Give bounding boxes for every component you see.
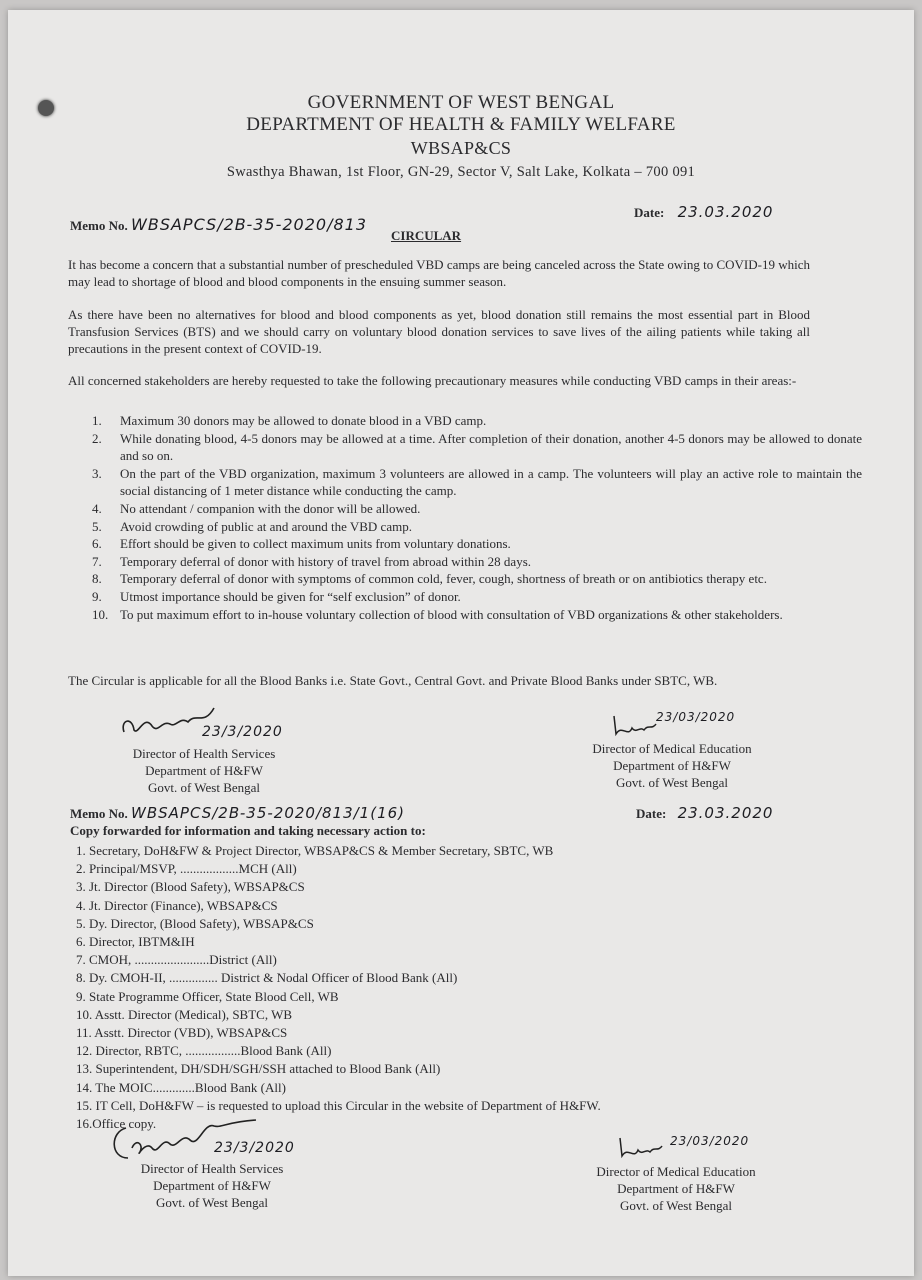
date-handwritten: 23.03.2020	[677, 203, 774, 221]
memo-handwritten-number: WBSAPCS/2B-35-2020/813	[131, 215, 368, 234]
signatory-department: Department of H&FW	[617, 1181, 735, 1196]
memo-date-1	[634, 203, 773, 221]
list-item: 16.Office copy.	[76, 1116, 157, 1132]
memo-number-1	[70, 215, 367, 234]
memo-date-2	[636, 804, 773, 822]
signatory-medical-1	[552, 740, 792, 791]
paragraph-applicability: The Circular is applicable for all the Blood Banks i.e. State Govt., Central Govt. and Private Blood Banks under SBTC, WB.	[68, 673, 718, 688]
list-item: 8. Dy. CMOH-II, ............... District & Nodal Officer of Blood Bank (All)	[76, 970, 458, 986]
header-society: WBSAP&CS	[410, 138, 512, 158]
list-item: 6. Director, IBTM&IH	[76, 934, 195, 950]
signatory-title: Director of Health Services	[140, 1161, 284, 1176]
paragraph-alternatives: As there have been no alternatives for blood and blood components as yet, blood donation still remains the most essential part in Blood Transfusion Services (BTS) and we should carry on voluntary blood donation services to save lives of the ailing patients while taking all precautions in the present context of COVID-19.	[68, 307, 810, 356]
signatory-department: Department of H&FW	[153, 1178, 271, 1193]
list-item: 1. Maximum 30 donors may be allowed to donate blood in a VBD camp.	[92, 413, 487, 428]
memo-number-2	[70, 804, 405, 822]
list-item: 4. No attendant / companion with the donor will be allowed.	[92, 500, 421, 516]
header-address: Swasthya Bhawan, 1st Floor, GN-29, Sector V, Salt Lake, Kolkata – 700 091	[226, 164, 696, 180]
measures-list	[68, 412, 862, 623]
signatory-title: Director of Medical Education	[596, 1164, 756, 1179]
document-page	[8, 10, 914, 1276]
list-item: 4. Jt. Director (Finance), WBSAP&CS	[76, 897, 278, 913]
list-item: 10. Asstt. Director (Medical), SBTC, WB	[76, 1006, 293, 1022]
signatory-health-2	[102, 1160, 322, 1211]
copy-heading: Copy forwarded for information and taking necessary action to:	[70, 823, 426, 838]
signature-director-medical-2	[616, 1132, 666, 1162]
paragraph-request: All concerned stakeholders are hereby requested to take the following precautionary measures while conducting VBD camps in their areas:-	[68, 373, 797, 388]
list-item: 2. Principal/MSVP, ..................MCH (All)	[76, 861, 297, 877]
paragraph-concern: It has become a concern that a substantial number of prescheduled VBD camps are being canceled across the State owing to COVID-19 which may lead to shortage of blood and blood components in the ensuing summer season.	[68, 257, 810, 289]
signatory-medical-2	[556, 1163, 796, 1214]
signatory-department: Department of H&FW	[613, 758, 731, 773]
copy-list	[76, 842, 601, 1133]
list-item: 3. On the part of the VBD organization, maximum 3 volunteers are allowed in a camp. The volunteers will play an active role to maintain the social distancing of 1 meter distance while conducting the camp.	[92, 465, 862, 499]
signature-date-2: 23/03/2020	[656, 710, 736, 724]
signature-date-3: 23/3/2020	[214, 1140, 295, 1156]
list-item: 7. CMOH, .......................District (All)	[76, 952, 277, 968]
signature-date-1: 23/3/2020	[202, 724, 283, 740]
list-item: 15. IT Cell, DoH&FW – is requested to upload this Circular in the website of Department of H&FW.	[76, 1097, 601, 1113]
signatory-health-1	[94, 745, 314, 796]
date-label: Date:	[636, 806, 667, 821]
list-item: 1. Secretary, DoH&FW & Project Director, WBSAP&CS & Member Secretary, SBTC, WB	[76, 843, 554, 858]
list-item: 5. Avoid crowding of public at and around the VBD camp.	[92, 518, 412, 534]
header-government: GOVERNMENT OF WEST BENGAL	[307, 92, 615, 113]
list-item: 5. Dy. Director, (Blood Safety), WBSAP&CS	[76, 915, 314, 931]
list-item: 3. Jt. Director (Blood Safety), WBSAP&CS	[76, 879, 305, 895]
list-item: 7. Temporary deferral of donor with history of travel from abroad within 28 days.	[92, 553, 531, 569]
list-item: 6. Effort should be given to collect maximum units from voluntary donations.	[92, 536, 511, 552]
list-item: 8. Temporary deferral of donor with symptoms of common cold, fever, cough, shortness of breath or on antibiotics therapy etc.	[92, 571, 767, 587]
memo-label: Memo No.	[70, 806, 128, 821]
signatory-government: Govt. of West Bengal	[619, 1198, 733, 1213]
signature-date-4: 23/03/2020	[670, 1134, 750, 1148]
signatory-government: Govt. of West Bengal	[155, 1195, 269, 1210]
signatory-title: Director of Medical Education	[592, 741, 752, 756]
list-item: 14. The MOIC.............Blood Bank (All)	[76, 1079, 286, 1095]
list-item: 12. Director, RBTC, .................Blood Bank (All)	[76, 1043, 332, 1059]
signatory-government: Govt. of West Bengal	[147, 780, 261, 795]
header-department: DEPARTMENT OF HEALTH & FAMILY WELFARE	[246, 114, 676, 135]
list-item: 9. Utmost importance should be given for “self exclusion” of donor.	[92, 588, 461, 604]
list-item: 11. Asstt. Director (VBD), WBSAP&CS	[76, 1025, 288, 1041]
list-item: 9. State Programme Officer, State Blood Cell, WB	[76, 988, 339, 1004]
list-item: 10. To put maximum effort to in-house voluntary collection of blood with consultation of VBD organizations & other stakeholders.	[92, 606, 783, 622]
signatory-title: Director of Health Services	[132, 746, 276, 761]
date-handwritten: 23.03.2020	[677, 804, 774, 822]
list-item: 2. While donating blood, 4-5 donors may be allowed at a time. After completion of their donation, another 4-5 donors may be allowed to donate and so on.	[92, 430, 862, 464]
signatory-government: Govt. of West Bengal	[615, 775, 729, 790]
circular-title: CIRCULAR	[391, 228, 462, 243]
memo-handwritten-number: WBSAPCS/2B-35-2020/813/1(16)	[131, 804, 406, 822]
date-label: Date:	[634, 205, 665, 220]
signatory-department: Department of H&FW	[145, 763, 263, 778]
signature-director-medical-1	[610, 710, 660, 740]
list-item: 13. Superintendent, DH/SDH/SGH/SSH attached to Blood Bank (All)	[76, 1061, 441, 1077]
memo-label: Memo No.	[70, 218, 128, 233]
